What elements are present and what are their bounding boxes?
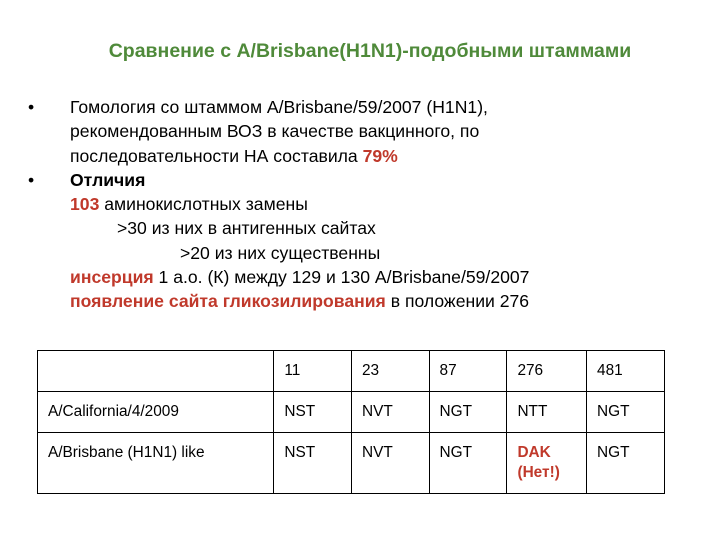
- homology-line-1: Гомология со штаммом A/Brisbane/59/2007 (H1N1),: [70, 97, 488, 117]
- glycosylation-label: появление сайта гликозилирования: [70, 291, 386, 312]
- table-cell: NGT: [429, 433, 507, 494]
- header-cell: 11: [274, 351, 352, 392]
- strain-name: A/Brisbane (H1N1) like: [38, 433, 274, 494]
- bullet-differences: [28, 168, 708, 314]
- bullet-homology: [28, 95, 708, 168]
- insertion-line: инсерция 1 а.о. (К) между 129 и 130 A/Brisbane/59/2007: [70, 267, 530, 288]
- significant-line: >20 из них существенны: [180, 242, 381, 263]
- homology-percent: 79%: [362, 145, 398, 166]
- table-cell: NTT: [507, 392, 587, 433]
- table-cell: NST: [274, 392, 352, 433]
- table-row: [38, 392, 665, 433]
- header-cell: [38, 351, 274, 392]
- table-cell: NVT: [351, 433, 429, 494]
- bullet-marker: •: [28, 97, 35, 117]
- table-cell: NGT: [587, 433, 665, 494]
- slide-title: Сравнение с A/Brisbane(H1N1)-подобными штаммами: [108, 40, 632, 62]
- comparison-table: [37, 350, 665, 494]
- table-cell-highlight: DAK (Нет!): [507, 433, 587, 494]
- table-cell: NVT: [351, 392, 429, 433]
- homology-line-2: рекомендованным ВОЗ в качестве вакцинного, по: [70, 121, 480, 142]
- table-cell: NST: [274, 433, 352, 494]
- header-cell: 23: [351, 351, 429, 392]
- substitutions-count: 103: [70, 194, 100, 215]
- absent-note: (Нет!): [517, 464, 560, 481]
- table-cell: NGT: [429, 392, 507, 433]
- header-cell: 276: [507, 351, 587, 392]
- bullet-list: [28, 95, 708, 314]
- header-cell: 87: [429, 351, 507, 392]
- header-cell: 481: [587, 351, 665, 392]
- homology-line-3: последовательности НА составила 79%: [70, 145, 398, 166]
- antigenic-sites-line: >30 из них в антигенных сайтах: [117, 218, 376, 239]
- substitutions-line: 103 аминокислотных замены: [70, 194, 308, 215]
- differences-heading: Отличия: [70, 169, 146, 190]
- glycosylation-line: появление сайта гликозилирования в положении 276: [70, 291, 530, 312]
- bullet-marker: •: [28, 169, 35, 190]
- table-header-row: [38, 351, 665, 392]
- table-row: [38, 433, 665, 494]
- strain-name: A/California/4/2009: [38, 392, 274, 433]
- insertion-label: инсерция: [70, 267, 154, 288]
- table-cell: NGT: [587, 392, 665, 433]
